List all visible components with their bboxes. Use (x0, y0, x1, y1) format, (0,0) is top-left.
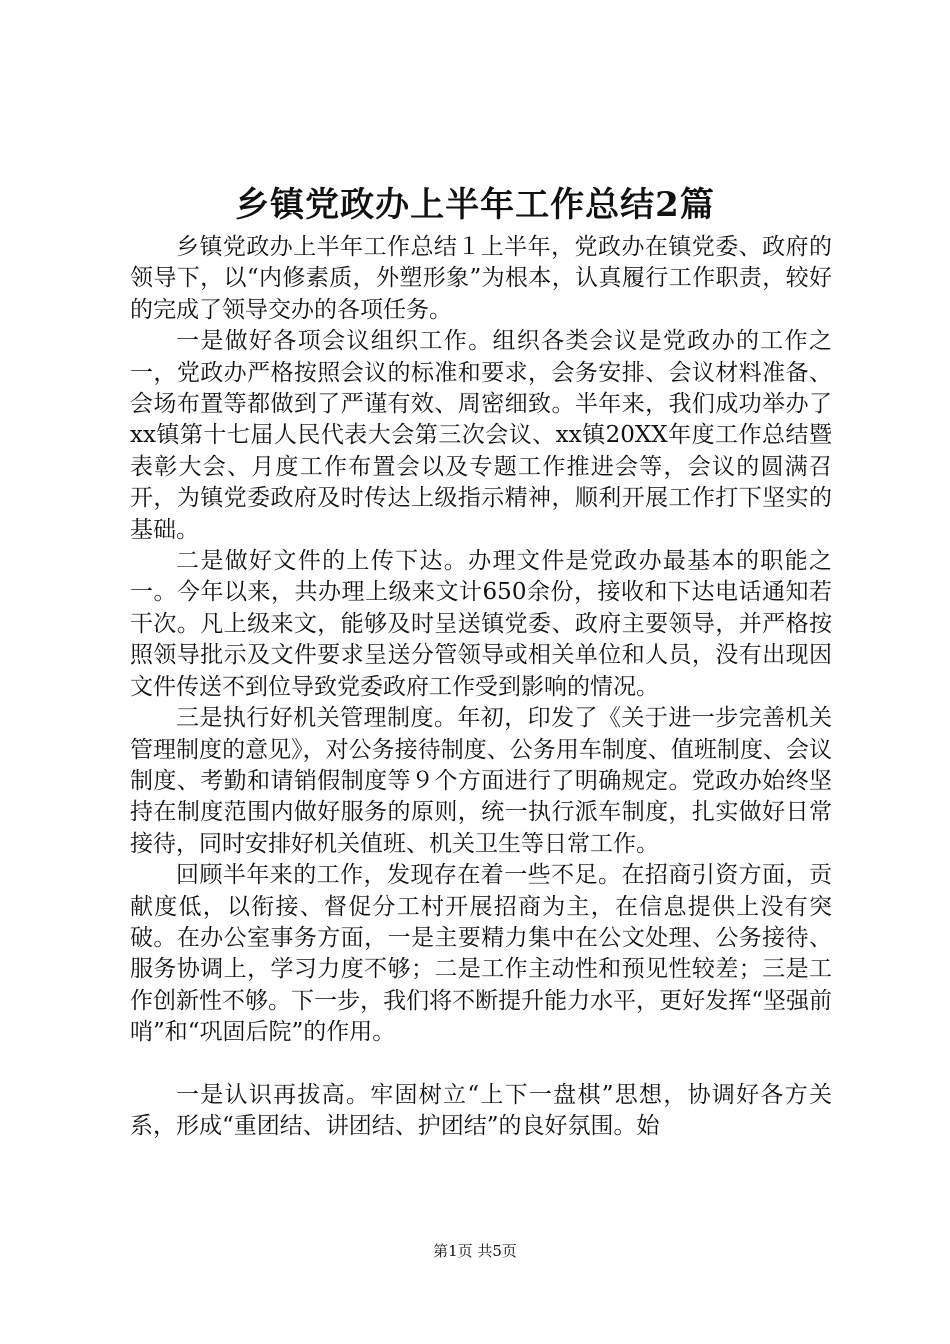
document-title: 乡镇党政办上半年工作总结2篇 (235, 185, 715, 225)
paragraph-documents: 二是做好文件的上传下达。办理文件是党政办最基本的职能之一。今年以来，共办理上级来文计650余份，接收和下达电话通知若干次。凡上级来文，能够及时呈送镇党委、政府主要领导，并严格按照领导批示及文件要求呈送分管领导或相关单位和人员，没有出现因文件传送不到位导致党委政府工作受到影响的情况。 (130, 548, 832, 700)
paragraph-awareness: 一是认识再拔高。牢固树立“上下一盘棋”思想，协调好各方关系，形成“重团结、讲团结、护团结”的良好氛围。始 (130, 1081, 832, 1140)
paragraph-review: 回顾半年来的工作，发现存在着一些不足。在招商引资方面，贡献度低，以衔接、督促分工村开展招商为主，在信息提供上没有突破。在办公室事务方面，一是主要精力集中在公文处理、公务接待、服务协调上，学习力度不够；二是工作主动性和预见性较差；三是工作创新性不够。下一步，我们将不断提升能力水平，更好发挥“坚强前哨”和“巩固后院”的作用。 (130, 862, 832, 1046)
page-footer: 第1页 共5页 (433, 1242, 517, 1260)
paragraph-intro: 乡镇党政办上半年工作总结１上半年，党政办在镇党委、政府的领导下，以“内修素质，外塑形象”为根本，认真履行工作职责，较好的完成了领导交办的各项任务。 (130, 234, 832, 323)
paragraph-management: 三是执行好机关管理制度。年初，印发了《关于进一步完善机关管理制度的意见》，对公务接待制度、公务用车制度、值班制度、会议制度、考勤和请销假制度等９个方面进行了明确规定。党政办始终坚持在制度范围内做好服务的原则，统一执行派车制度，扎实做好日常接待，同时安排好机关值班、机关卫生等日常工作。 (130, 705, 832, 857)
document-body (130, 232, 832, 1143)
paragraph-meetings: 一是做好各项会议组织工作。组织各类会议是党政办的工作之一，党政办严格按照会议的标准和要求，会务安排、会议材料准备、会场布置等都做到了严谨有效、周密细致。半年来，我们成功举办了xx镇第十七届人民代表大会第三次会议、xx镇20XX年度工作总结暨表彰大会、月度工作布置会以及专题工作推进会等，会议的圆满召开，为镇党委政府及时传达上级指示精神，顺利开展工作打下坚实的基础。 (130, 328, 832, 543)
